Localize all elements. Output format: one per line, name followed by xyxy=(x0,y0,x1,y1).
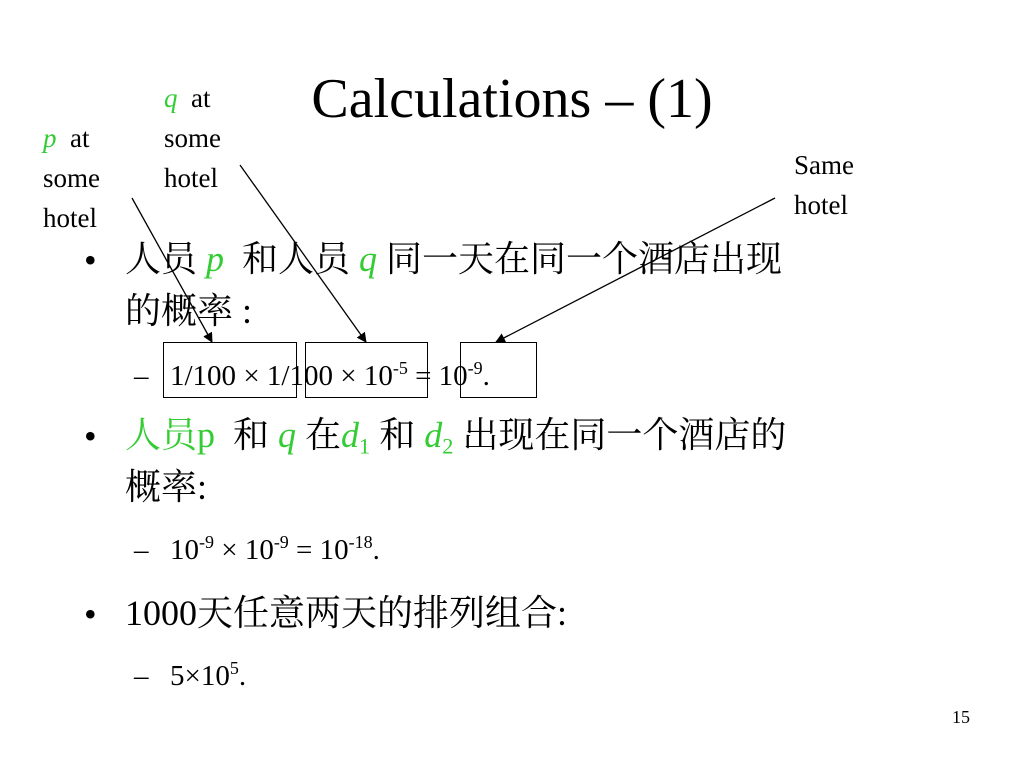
exponent: -9 xyxy=(467,358,483,379)
slide-title: Calculations – (1) xyxy=(311,68,713,130)
text-span: . xyxy=(482,360,490,392)
bullet-dot: • xyxy=(84,416,97,456)
exponent: -9 xyxy=(273,532,289,553)
text-span: 和 xyxy=(379,415,416,455)
annotation-text: some xyxy=(43,163,100,193)
text-span: 同一天在同一个酒店出现 xyxy=(386,239,783,279)
annotation-var-p: p xyxy=(43,123,57,153)
annotation-text: hotel xyxy=(164,163,218,193)
var-d: d xyxy=(424,415,443,455)
text-span: 人员 xyxy=(125,239,198,279)
bullet-dot: • xyxy=(84,594,97,634)
text-span: 5×10 xyxy=(170,660,230,692)
text-span: 10 xyxy=(363,360,393,392)
annotation-text: at xyxy=(70,123,90,153)
annotation-text: Same xyxy=(794,150,854,180)
text-span: . xyxy=(238,660,247,692)
var-q: q xyxy=(359,239,378,279)
text-span: × xyxy=(340,360,357,392)
var-d: d xyxy=(341,415,360,455)
var-p: p xyxy=(206,239,225,279)
text-span: . xyxy=(372,534,380,566)
text-span: 和人员 xyxy=(242,239,351,279)
text-span: 人员p xyxy=(125,415,216,455)
bullet-dot: • xyxy=(84,240,97,280)
sub-dash: – xyxy=(134,534,149,566)
text-span: 出现在同一个酒店的 xyxy=(462,415,787,455)
text-span: 1/100 xyxy=(170,360,237,392)
text-span: 和 xyxy=(233,415,270,455)
bullet-2-line-2: 概率: xyxy=(125,467,208,507)
arrow-q-to-box xyxy=(240,165,366,342)
text-span: 10 xyxy=(319,534,349,566)
text-span: × xyxy=(221,534,238,566)
subscript: 2 xyxy=(442,433,454,459)
bullet-3-line-1: 1000天任意两天的排列组合: xyxy=(125,593,568,633)
page-number: 15 xyxy=(952,707,970,727)
arrow-p-to-box xyxy=(132,198,212,342)
annotation-text: at xyxy=(191,83,211,113)
text-span: 1/100 xyxy=(266,360,333,392)
subscript: 1 xyxy=(359,433,371,459)
text-span: = xyxy=(415,360,432,392)
text-span: 10 xyxy=(170,534,199,566)
exponent: -9 xyxy=(199,532,214,553)
text-span: 在 xyxy=(305,415,342,455)
text-span: 10 xyxy=(438,360,468,392)
text-span: = xyxy=(296,534,313,566)
exponent: -5 xyxy=(392,358,408,379)
annotation-text: hotel xyxy=(43,203,97,233)
var-q: q xyxy=(278,415,297,455)
annotation-text: some xyxy=(164,123,221,153)
exponent: 5 xyxy=(229,658,239,679)
bullet-1-line-2: 的概率 : xyxy=(125,291,253,331)
exponent: -18 xyxy=(348,532,373,553)
annotation-var-q: q xyxy=(164,83,178,113)
text-span: × xyxy=(243,360,260,392)
text-span: 10 xyxy=(244,534,274,566)
sub-dash: – xyxy=(134,360,149,392)
annotation-text: hotel xyxy=(794,190,848,220)
arrow-same-to-box xyxy=(496,198,775,342)
sub-dash: – xyxy=(134,660,149,692)
